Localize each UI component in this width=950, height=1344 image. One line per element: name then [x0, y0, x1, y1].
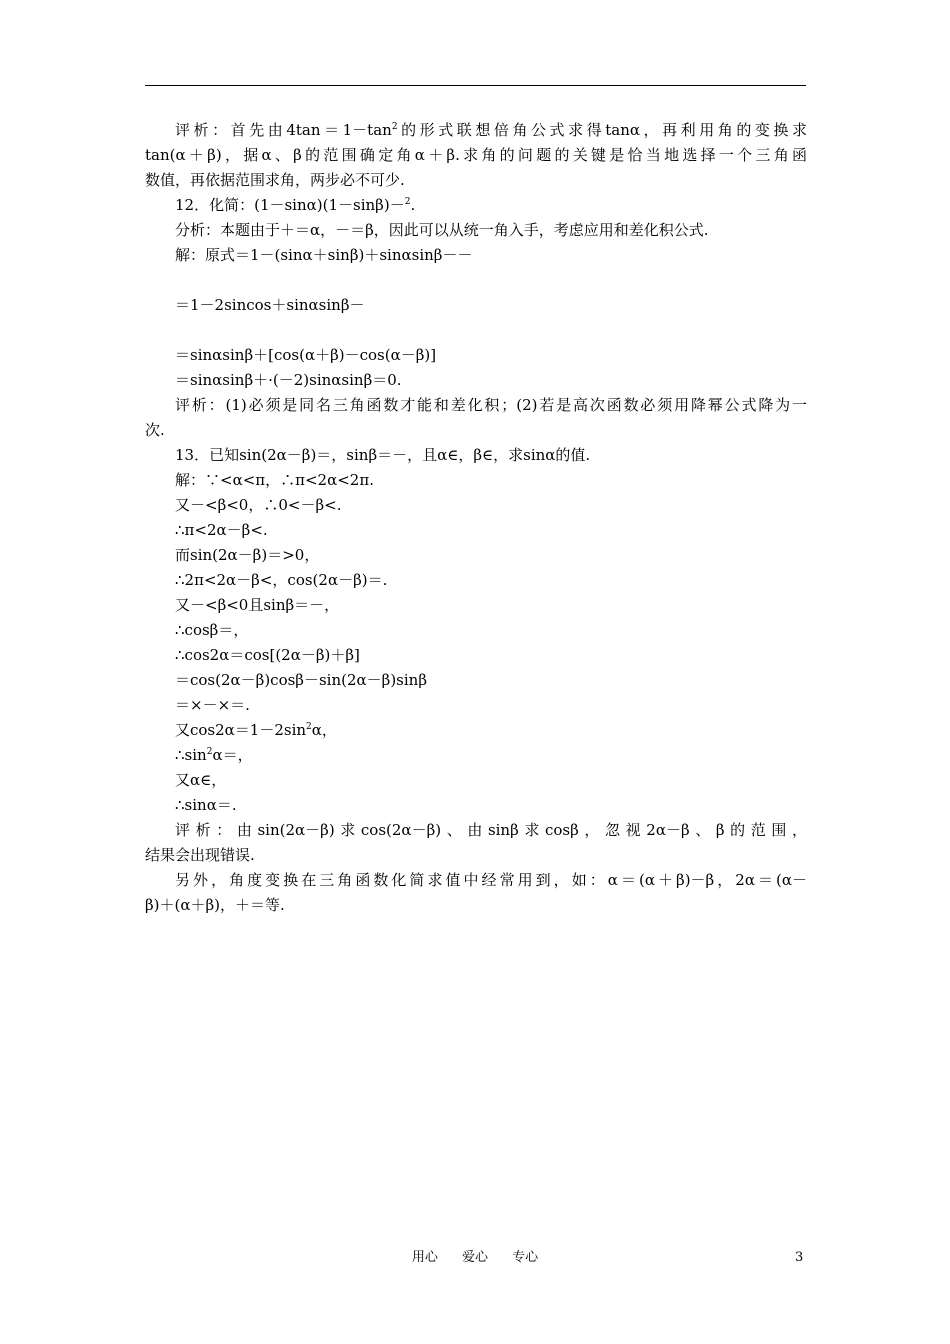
solution-line: ∴cosβ＝， [175, 621, 249, 639]
document-body [145, 118, 807, 918]
solution-line: 解：∵<α<π，∴π<2α<2π. [175, 471, 374, 489]
solution-line: 又－<β<0，∴0<－β<. [175, 496, 342, 514]
solution-line: $\therefore\sin^2\alpha=$， [175, 746, 253, 764]
solution-line: ∴π<2α－β<. [175, 521, 268, 539]
paragraph-line: 评析：由sin(2α－β)求cos(2α－β)、由sinβ求cosβ，忽视2α－β、β的范围， [175, 821, 807, 839]
solution-line: 又$\cos 2\alpha=1-2\sin^2\alpha$， [175, 721, 337, 739]
solution-line: ＝×－×＝. [175, 696, 250, 714]
paragraph-line: 评析：首先由$4\tan=1-\tan^2$的形式联想倍角公式求得tanα，再利用角的变换求 [175, 121, 807, 139]
solution-line: ∴2π<2α－β<，cos(2α－β)＝. [175, 571, 388, 589]
solution-line: 而sin(2α－β)＝>0， [175, 546, 320, 564]
footer-motto-1: 用心 [411, 1250, 438, 1265]
paragraph-line: 数值，再依据范围求角，两步必不可少. [145, 171, 405, 189]
paragraph-line: 结果会出现错误. [145, 846, 255, 864]
solution-line: ＝1－2sincos＋sinαsinβ－ [175, 296, 365, 314]
solution-line: ∴sinα＝. [175, 796, 237, 814]
paragraph-line: 评析：(1)必须是同名三角函数才能和差化积；(2)若是高次函数必须用降幂公式降为一 [175, 396, 807, 414]
paragraph-line: tan(α＋β)，据α、β的范围确定角α＋β.求角的问题的关键是恰当地选择一个三角函 [145, 146, 807, 164]
solution-line: ∴cos2α＝cos[(2α－β)＋β] [175, 646, 360, 664]
footer-motto [0, 1249, 950, 1267]
paragraph-line: 次. [145, 421, 165, 439]
header-rule [145, 85, 806, 86]
page-number: 3 [795, 1250, 804, 1265]
problem-12-title: 12．化简：(1－sinα)(1－sinβ)－$^2$. [175, 196, 416, 214]
solution-line: ＝cos(2α－β)cosβ－sin(2α－β)sinβ [175, 671, 428, 689]
paragraph-line: 分析：本题由于＋＝α，－＝β，因此可以从统一角入手，考虑应用和差化积公式. [175, 221, 709, 239]
solution-line: ＝sinαsinβ＋·(－2)sinαsinβ＝0. [175, 371, 402, 389]
solution-line: 又－<β<0且sinβ＝－， [175, 596, 340, 614]
paragraph-line: β)＋(α＋β)，＋＝等. [145, 896, 285, 914]
paragraph-line: 另外，角度变换在三角函数化简求值中经常用到，如：α＝(α＋β)－β，2α＝(α－ [175, 871, 807, 889]
solution-line: 解：原式＝1－(sinα＋sinβ)＋sinαsinβ－－ [175, 246, 473, 264]
footer-motto-3: 专心 [512, 1250, 539, 1265]
solution-line: 又α∈， [175, 771, 227, 789]
problem-13-title: 13．已知sin(2α－β)＝，sinβ＝－，且α∈，β∈，求sinα的值. [175, 446, 591, 464]
solution-line: ＝sinαsinβ＋[cos(α＋β)－cos(α－β)] [175, 346, 437, 364]
footer-motto-2: 爱心 [461, 1250, 488, 1265]
